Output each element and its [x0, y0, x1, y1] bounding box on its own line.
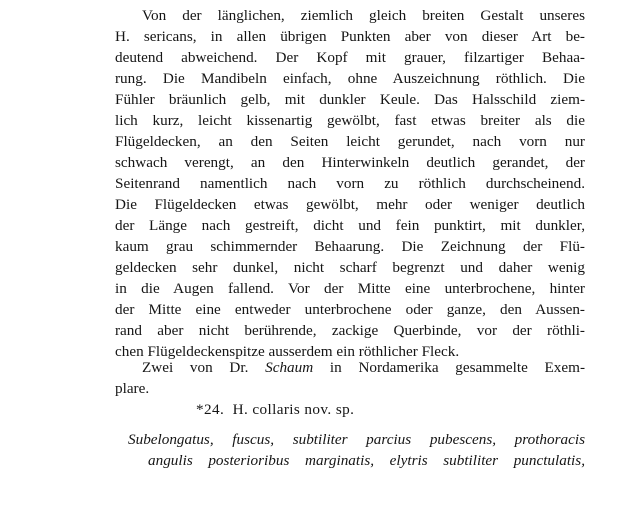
text-segment: in Nordamerika gesammelte Exem- [329, 359, 586, 376]
text-line: kaum grau schimmernder Behaarung. Die Zeichnung der Flü- [115, 238, 585, 255]
author-name: Schaum [265, 359, 314, 376]
text-line: Flügeldecken, an den Seiten leicht gerundet, nach vorn nur [115, 133, 585, 150]
text-line: schwach verengt, an den Hinterwinkeln deutlich gerandet, der [115, 154, 585, 171]
species-heading: *24. H. collaris nov. sp. [196, 401, 355, 418]
text-line: Fühler bräunlich gelb, mit dunkler Keule. Das Halsschild ziem- [115, 91, 585, 108]
text-line [142, 358, 585, 378]
text-line: Seitenrand namentlich nach vorn zu röthlich durchscheinend. [115, 175, 585, 192]
text-line: H. sericans, in allen übrigen Punkten aber von dieser Art be- [115, 28, 585, 45]
text-line: rand aber nicht berührende, zackige Querbinde, vor der röthli- [115, 322, 585, 339]
text-line: chen Flügeldeckenspitze ausserdem ein röthlicher Fleck. [115, 343, 460, 360]
text-line: Von der länglichen, ziemlich gleich breiten Gestalt unseres [142, 7, 585, 24]
text-line: der Länge nach gestreift, dicht und fein punktirt, mit dunkler, [115, 217, 585, 234]
text-line: der Mitte eine entweder unterbrochene oder ganze, den Aussen- [115, 301, 585, 318]
text-line: rung. Die Mandibeln einfach, ohne Auszeichnung röthlich. Die [115, 70, 585, 87]
text-line: in die Augen fallend. Vor der Mitte eine unterbrochene, hinter [115, 280, 585, 297]
text-segment: Zwei von Dr. [142, 359, 249, 376]
text-line: plare. [115, 380, 150, 397]
latin-description-line: Subelongatus, fuscus, subtiliter parcius pubescens, prothoracis [128, 431, 585, 448]
latin-description-line: angulis posterioribus marginatis, elytris subtiliter punctulatis, [148, 452, 585, 469]
text-line: lich kurz, leicht kissenartig gewölbt, fast etwas breiter als die [115, 112, 585, 129]
text-line: geldecken sehr dunkel, nicht scharf begrenzt und daher wenig [115, 259, 585, 276]
text-line: deutend abweichend. Der Kopf mit grauer, filzartiger Behaa- [115, 49, 585, 66]
text-line: Die Flügeldecken etwas gewölbt, mehr oder weniger deutlich [115, 196, 585, 213]
